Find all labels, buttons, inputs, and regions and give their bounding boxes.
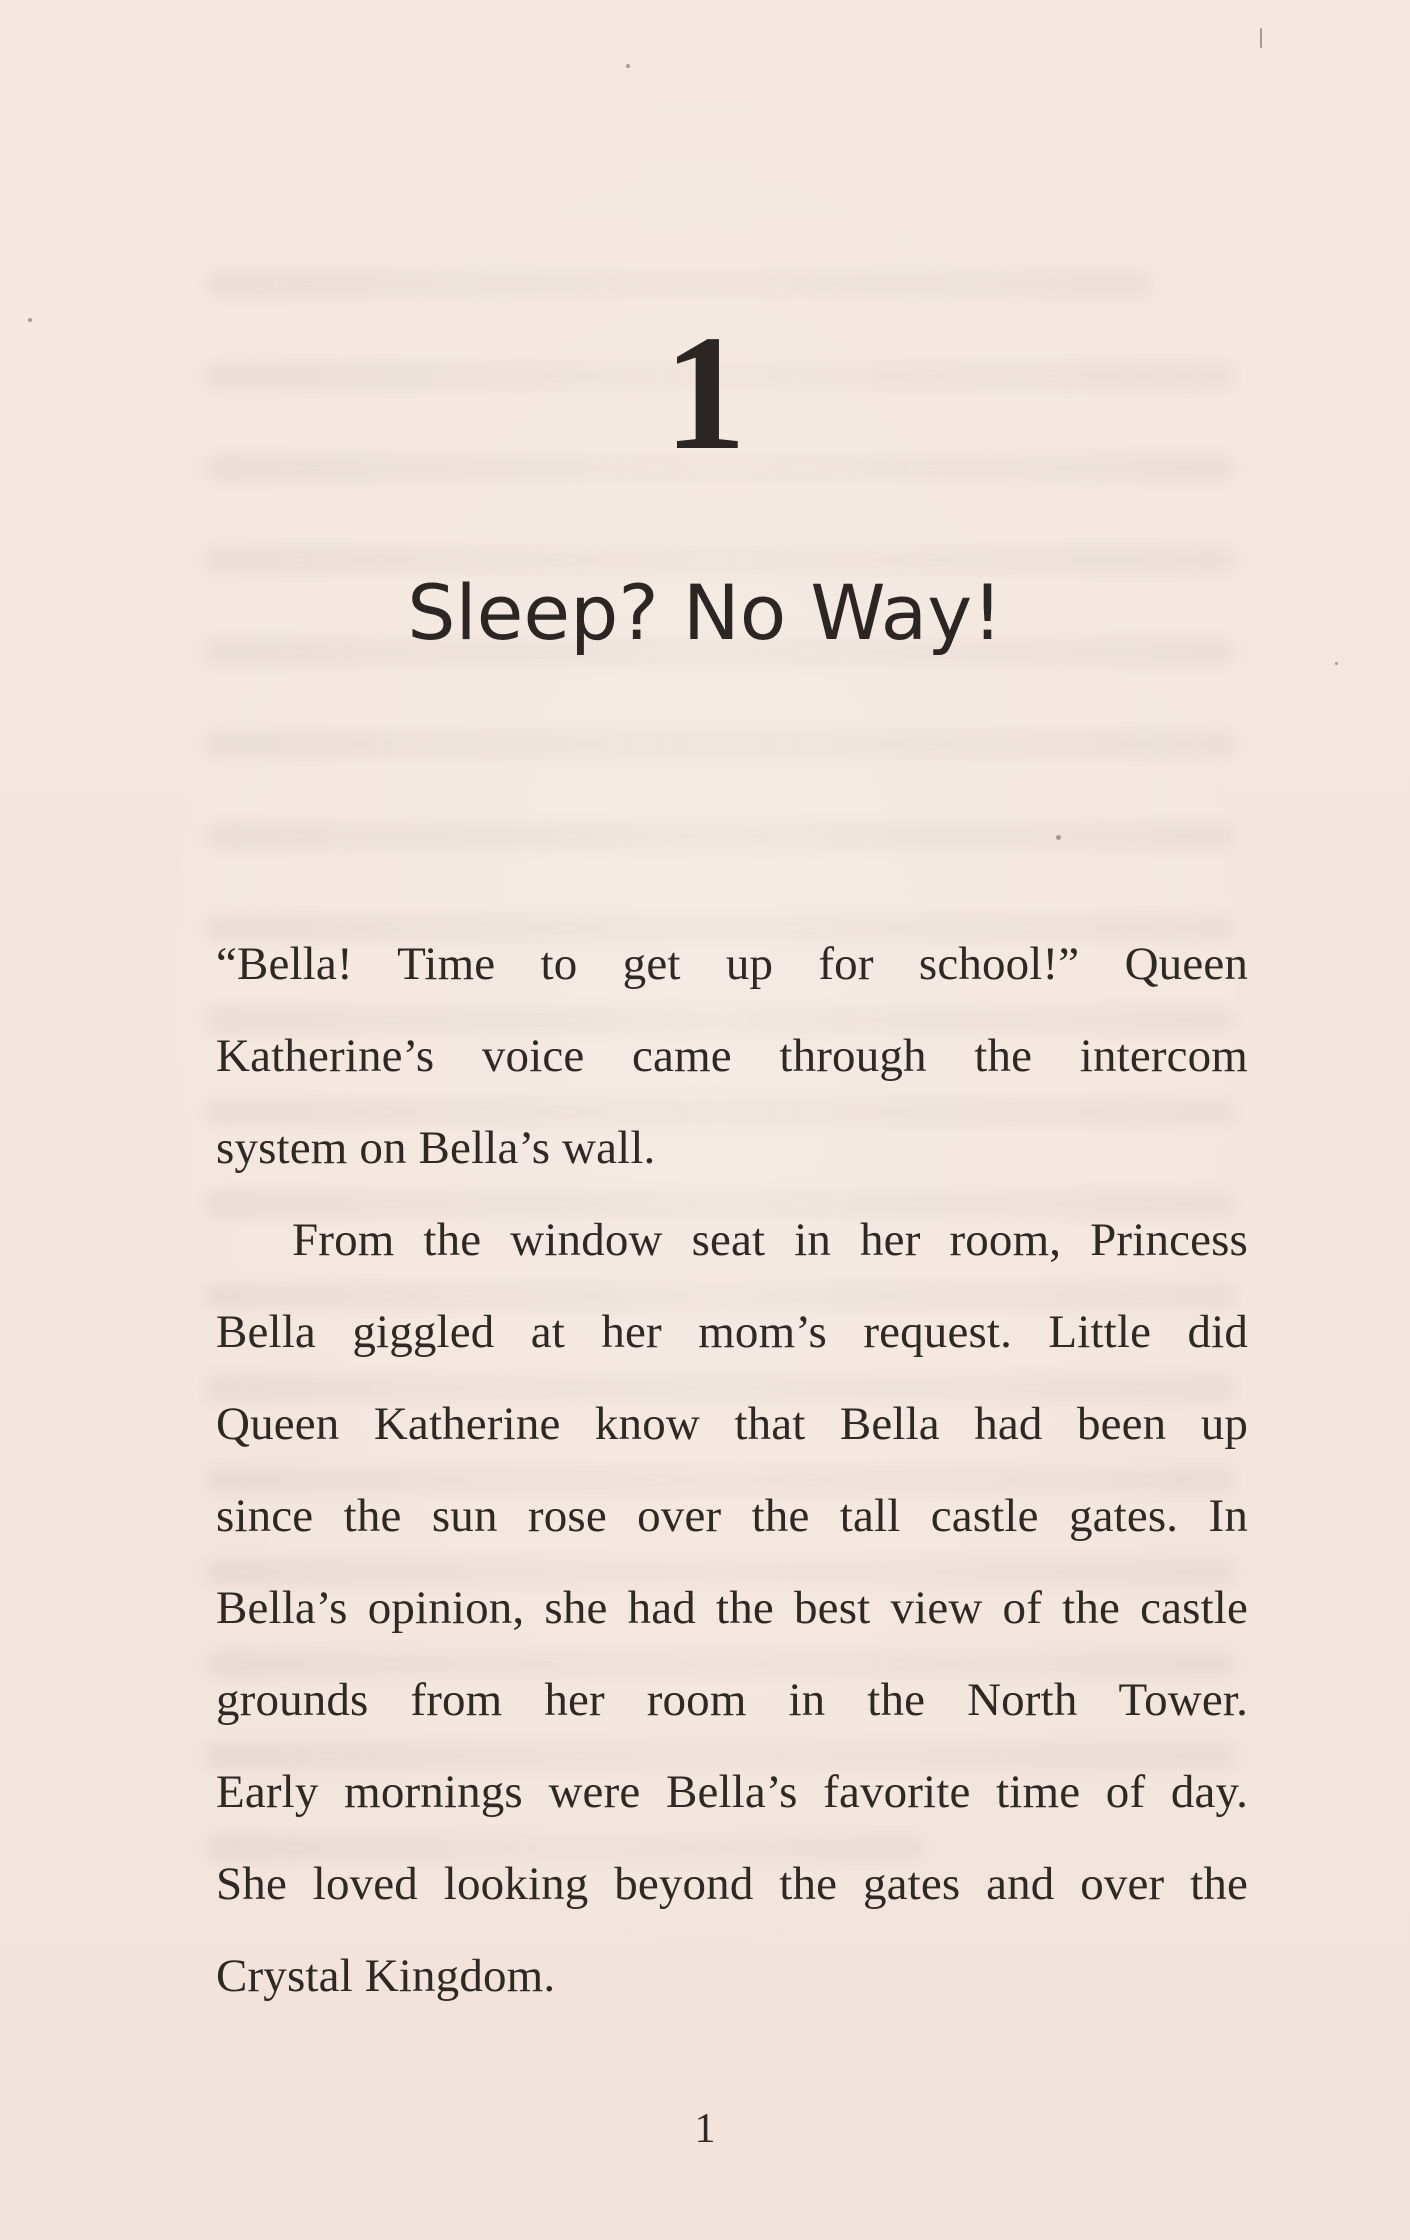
text-line: “Bella! Time to get up for school!” Queen (216, 938, 1248, 990)
text-line: Katherine’s voice came through the intercom (216, 1030, 1248, 1082)
paper-speck (1056, 835, 1061, 840)
text-line: Queen Katherine know that Bella had been up (216, 1398, 1248, 1450)
text-line: Bella’s opinion, she had the best view of the castle (216, 1582, 1248, 1634)
text-line: She loved looking beyond the gates and over the (216, 1858, 1248, 1910)
page-number: 1 (694, 2106, 716, 2152)
text-line: Crystal Kingdom. (216, 1950, 556, 2002)
paper-speck (1335, 662, 1338, 665)
chapter-number: 1 (663, 301, 747, 484)
chapter-body-text (216, 918, 1248, 2022)
paper-speck (626, 64, 630, 68)
text-line: grounds from her room in the North Tower. (216, 1674, 1248, 1726)
text-line: since the sun rose over the tall castle gates. In (216, 1490, 1248, 1542)
text-line: Early mornings were Bella’s favorite time of day. (216, 1766, 1248, 1818)
text-line: system on Bella’s wall. (216, 1122, 656, 1174)
chapter-title: Sleep? No Way! (407, 568, 1003, 657)
text-line: From the window seat in her room, Princess (292, 1214, 1248, 1266)
paper-speck (1260, 28, 1262, 48)
text-line: Bella giggled at her mom’s request. Little did (216, 1306, 1248, 1358)
